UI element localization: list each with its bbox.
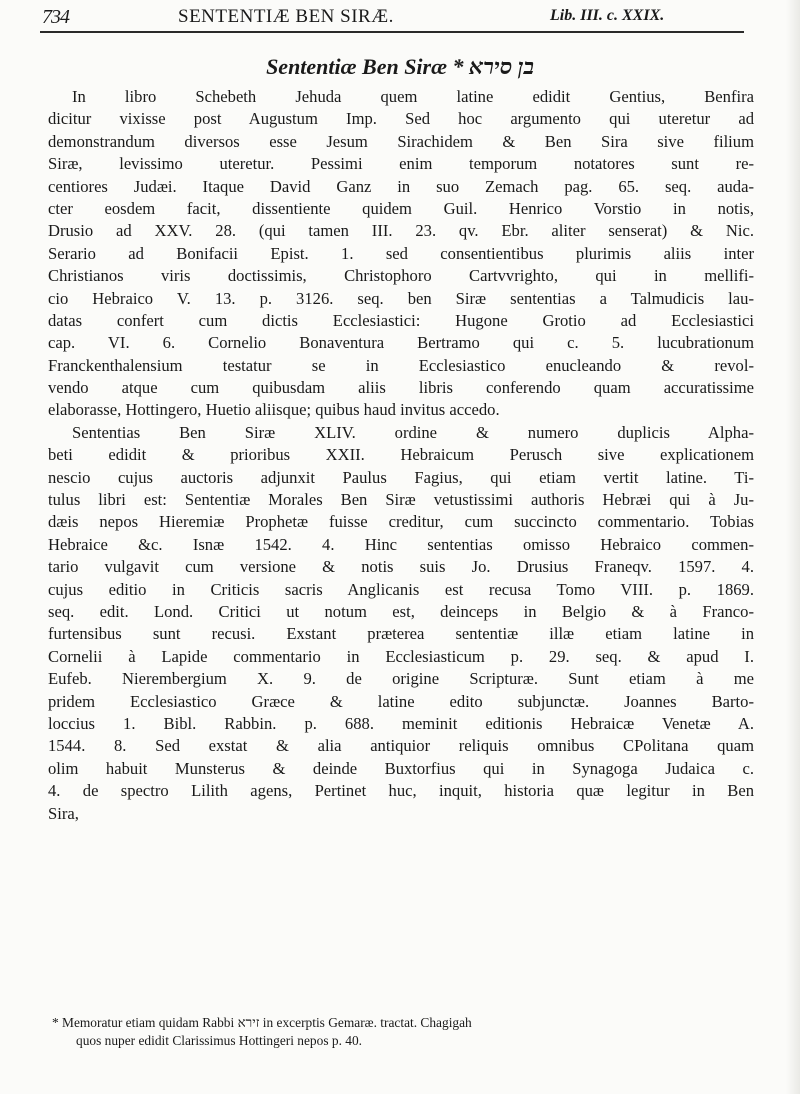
text-line: Franckenthalensium testatur se in Ecclesiastico enucleando & revol- bbox=[48, 355, 754, 375]
text-line: Cornelii à Lapide commentario in Ecclesiasticum p. 29. seq. & apud I. bbox=[48, 646, 754, 666]
footnote-line: * Memoratur etiam quidam Rabbi זירא in excerptis Gemaræ. tractat. Chagigah bbox=[52, 1015, 472, 1030]
text-line: beti edidit & prioribus XXII. Hebraicum Perusch sive explicationem bbox=[48, 445, 754, 465]
text-line: cio Hebraico V. 13. p. 3126. seq. ben Siræ sententias a Talmudicis lau- bbox=[48, 288, 754, 308]
text-line: cter eosdem facit, dissentiente quidem Guil. Henrico Vorstio in notis, bbox=[48, 198, 754, 218]
text-line: pridem Ecclesiastico Græce & latine edito subjunctæ. Joannes Barto- bbox=[48, 691, 754, 711]
text-line: elaborasse, Hottingero, Huetio aliisque; quibus haud invitus accedo. bbox=[48, 400, 500, 420]
text-line: centiores Judæi. Itaque David Ganz in suo Zemach pag. 65. seq. auda- bbox=[48, 176, 754, 196]
text-line: olim habuit Munsterus & deinde Buxtorfius qui in Synagoga Judaica c. bbox=[48, 758, 754, 778]
main-text bbox=[48, 86, 754, 825]
footnote bbox=[52, 1014, 754, 1050]
text-line: nescio cujus auctoris adjunxit Paulus Fagius, qui etiam vertit latine. Ti- bbox=[48, 467, 754, 487]
text-line: cujus editio in Criticis sacris Anglicanis est recusa Tomo VIII. p. 1869. bbox=[48, 579, 754, 599]
text-line: 4. de spectro Lilith agens, Pertinet huc, inquit, historia quæ legitur in Ben bbox=[48, 781, 754, 801]
text-line: dæis nepos Hieremiæ Prophetæ fuisse creditur, cum succincto commentario. Tobias bbox=[48, 512, 754, 532]
text-line: Sententias Ben Siræ XLIV. ordine & numero duplicis Alpha- bbox=[72, 422, 754, 442]
text-line: Serario ad Bonifacii Epist. 1. sed consentientibus plurimis aliis inter bbox=[48, 243, 754, 263]
text-line: vendo atque cum quibusdam aliis libris conferendo quam accuratissime bbox=[48, 378, 754, 398]
text-line: dicitur vixisse post Augustum Imp. Sed hoc argumento qui uteretur ad bbox=[48, 109, 754, 129]
page-edge-shadow bbox=[786, 0, 800, 1094]
text-line: cap. VI. 6. Cornelio Bonaventura Bertramo qui c. 5. lucubrationum bbox=[48, 333, 754, 353]
text-line: Siræ, levissimo uteretur. Pessimi enim temporum notatores sunt re- bbox=[48, 154, 754, 174]
text-line: Eufeb. Nierembergium X. 9. de origine Scripturæ. Sunt etiam à me bbox=[48, 669, 754, 689]
header-rule bbox=[40, 31, 744, 33]
text-line: 1544. 8. Sed exstat & alia antiquior reliquis omnibus CPolitana quam bbox=[48, 736, 754, 756]
text-line: loccius 1. Bibl. Rabbin. p. 688. meminit editionis Hebraicæ Venetæ A. bbox=[48, 713, 754, 733]
footnote-line: quos nuper edidit Clarissimus Hottingeri nepos p. 40. bbox=[76, 1033, 363, 1048]
text-line: Christianos viris doctissimis, Christophoro Cartvvrighto, qui in mellifi- bbox=[48, 266, 754, 286]
text-line: tario vulgavit cum versione & notis suis Jo. Drusius Franeqv. 1597. 4. bbox=[48, 557, 754, 577]
running-head bbox=[42, 2, 742, 32]
text-line: seq. edit. Lond. Critici ut notum est, deinceps in Belgio & à Franco- bbox=[48, 601, 754, 621]
page-number: 734 bbox=[42, 6, 69, 28]
text-line: Drusio ad XXV. 28. (qui tamen III. 23. qv. Ebr. aliter senserat) & Nic. bbox=[48, 221, 754, 241]
running-reference: Lib. III. c. XXIX. bbox=[550, 7, 665, 24]
running-title: SENTENTIÆ BEN SIRÆ. bbox=[178, 6, 394, 27]
section-title: Sententiæ Ben Siræ * בן סירא bbox=[266, 54, 534, 79]
text-line: Hebraice &c. Isnæ 1542. 4. Hinc sententias omisso Hebraico commen- bbox=[48, 534, 754, 554]
text-line: In libro Schebeth Jehuda quem latine edidit Gentius, Benfira bbox=[72, 87, 754, 106]
text-line: datas confert cum dictis Ecclesiastici: Hugone Grotio ad Ecclesiastici bbox=[48, 310, 754, 330]
text-line: furtensibus sunt recusi. Exstant præterea sententiæ illæ etiam latine in bbox=[48, 624, 754, 644]
text-line: demonstrandum diversos esse Jesum Sirachidem & Ben Sira sive filium bbox=[48, 131, 754, 151]
text-line: tulus libri est: Sententiæ Morales Ben Siræ vetustissimi authoris Hebræi qui à Ju- bbox=[48, 490, 754, 510]
text-line: Sira, bbox=[48, 803, 79, 823]
